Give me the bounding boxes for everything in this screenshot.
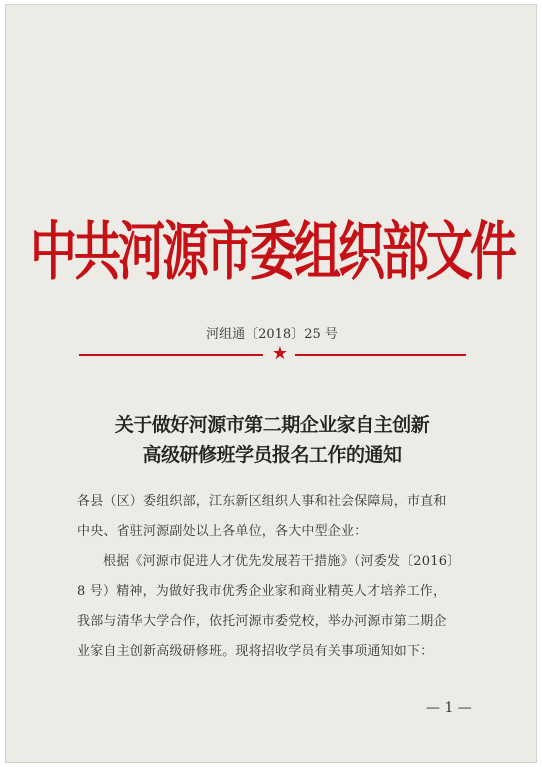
body-line-2: 中央、省驻河源副处以上各单位，各大中型企业： xyxy=(77,524,368,539)
body-line-5: 我部与清华大学合作，依托河源市委党校，举办河源市第二期企 xyxy=(77,614,447,629)
issuer-title: 中共河源市委组织部文件 xyxy=(30,215,514,290)
body-line-3: 根据《河源市促进人才优先发展若干措施》（河委发〔2016〕 xyxy=(103,554,461,569)
page-number: — 1 — xyxy=(426,700,472,716)
subject-line-1: 关于做好河源市第二期企业家自主创新 xyxy=(114,414,430,436)
body-line-1: 各县（区）委组织部，江东新区组织人事和社会保障局，市直和 xyxy=(77,494,447,509)
body-line-4: 8 号）精神，为做好我市优秀企业家和商业精英人才培养工作， xyxy=(77,584,447,599)
document-number: 河组通〔2018〕25 号 xyxy=(206,327,338,342)
divider-right xyxy=(295,354,466,356)
star-icon: ★ xyxy=(271,343,289,364)
subject-line-2: 高级研修班学员报名工作的通知 xyxy=(142,444,402,466)
document-page xyxy=(5,4,537,763)
divider-left xyxy=(79,354,263,356)
body-line-6: 业家自主创新高级研修班。现将招收学员有关事项通知如下： xyxy=(77,644,434,659)
